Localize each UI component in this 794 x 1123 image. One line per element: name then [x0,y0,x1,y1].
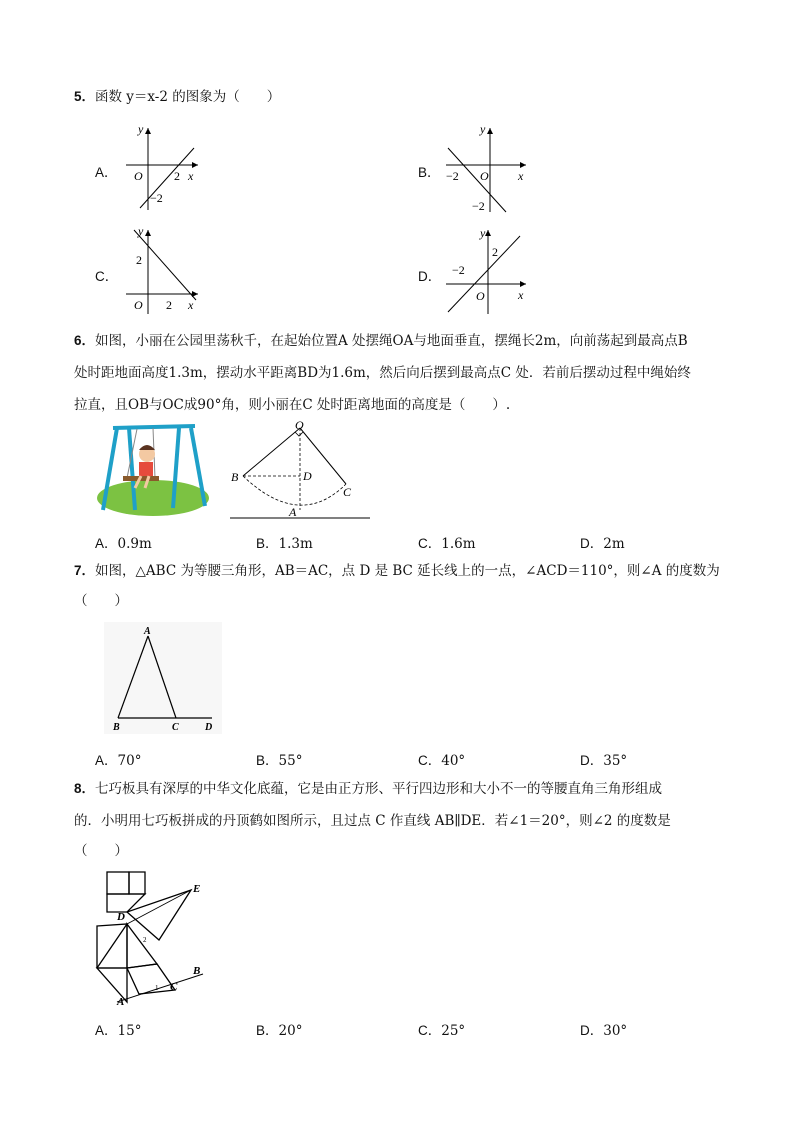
q5d-x-intercept: −2 [452,263,465,277]
q8-tangram-crane-diagram [95,862,215,1012]
q8-option-c-value: 25° [441,1023,466,1039]
q8-option-c-letter: C． [418,1023,442,1038]
q5a-origin-label: O [134,169,143,183]
q6-text-line3: 拉直，且OB与OC成90°角，则小丽在C 处时距离地面的高度是（ ）. [74,397,511,413]
q5c-y-intercept: 2 [136,253,142,267]
q6-option-a-value: 0.9m [117,536,152,552]
q6-option-a[interactable] [95,532,152,552]
q6-option-c-letter: C． [418,536,442,551]
q7-option-a[interactable] [95,749,141,769]
q7-option-b[interactable] [256,749,302,769]
q8-option-d-letter: D． [580,1023,604,1038]
q8-point-d: D [117,911,125,923]
q5c-y-label: y [138,224,144,238]
q5b-origin-label: O [480,169,489,183]
q5b-y-intercept: −2 [472,199,485,213]
q8-option-a-value: 15° [117,1023,142,1039]
q7-point-d: D [205,722,213,733]
q8-angle-2: 2 [143,936,147,944]
q5a-x-label: x [188,169,194,183]
q7-option-d[interactable] [580,749,627,769]
q5-graph-d [440,222,530,317]
q8-point-c: C [170,981,178,993]
q6-option-c-value: 1.6m [441,536,476,552]
q7-option-d-value: 35° [603,753,628,769]
q7-stem-line1 [74,560,720,582]
q8-point-e: E [193,883,201,895]
q6-text-line2: 处时距地面高度1.3m，摆动水平距离BD为1.6m，然后向后摆到最高点C 处．若前后摆动过程中绳始终 [74,365,691,381]
q5c-origin-label: O [134,298,143,312]
q5-text: 函数 y＝x-2 的图象为（ ） [95,89,281,105]
q5b-x-intercept: −2 [446,169,459,183]
q7-point-c: C [172,722,179,733]
q7-point-b: B [113,722,120,733]
q6-option-d[interactable] [580,532,625,552]
q5-number: 5． [74,89,96,104]
q5c-x-intercept: 2 [166,298,172,312]
q5d-x-label: x [518,288,524,302]
q6-stem-line1 [74,330,688,352]
q8-text-line2: 的．小明用七巧板拼成的丹顶鹤如图所示，且过点 C 作直线 AB∥DE．若∠1＝20°，则∠2 的度数是 [74,813,671,829]
q8-stem-line1 [74,778,662,800]
q8-option-d[interactable] [580,1019,627,1039]
q7-option-b-value: 55° [278,753,303,769]
q5-option-b-letter: B． [418,165,441,180]
q5a-y-intercept: −2 [150,191,163,205]
q5-option-a-letter: A． [95,165,118,180]
q5d-origin-label: O [476,289,485,303]
q8-option-b[interactable] [256,1019,302,1039]
q8-number: 8． [74,781,96,796]
q5-option-c[interactable] [95,265,118,285]
q7-option-b-letter: B． [256,753,279,768]
q6-option-d-value: 2m [603,536,625,552]
q6-option-a-letter: A． [95,536,118,551]
q5d-y-intercept: 2 [492,245,498,259]
q7-option-c-value: 40° [441,753,466,769]
q5-option-d[interactable] [418,265,441,285]
q8-point-b: B [193,965,201,977]
q6-number: 6． [74,333,96,348]
q5-graph-a [118,120,203,215]
q7-triangle-diagram [104,622,222,734]
q6-option-b-letter: B． [256,536,279,551]
q7-option-a-letter: A． [95,753,118,768]
q5a-x-intercept: 2 [174,169,180,183]
q7-point-a: A [144,626,151,637]
q5-graph-c [118,222,203,317]
q6-point-a: A [289,505,297,519]
q5-option-c-letter: C． [95,269,119,284]
q7-text-line2: （ ） [74,593,128,609]
q8-option-d-value: 30° [603,1023,628,1039]
q6-text-line1: 如图，小丽在公园里荡秋千，在起始位置A 处摆绳OA与地面垂直，摆绳长2m，向前荡起到最高点B [95,333,688,349]
q8-angle-1: 1 [155,984,159,992]
q7-option-a-value: 70° [117,753,142,769]
q8-option-c[interactable] [418,1019,465,1039]
q6-option-b-value: 1.3m [278,536,313,552]
q8-option-b-value: 20° [278,1023,303,1039]
q5d-y-label: y [480,226,486,240]
q5-graph-b [440,120,530,215]
q8-point-a: A [117,996,125,1008]
q7-option-d-letter: D． [580,753,604,768]
q5-stem [74,86,280,108]
q5b-x-label: x [518,169,524,183]
q5-option-a[interactable] [95,161,118,181]
q5b-y-label: y [480,122,486,136]
q6-option-c[interactable] [418,532,476,552]
q6-option-d-letter: D． [580,536,604,551]
q7-text-line1: 如图，△ABC 为等腰三角形，AB＝AC，点 D 是 BC 延长线上的一点，∠ACD＝110°，则∠A 的度数为 [95,563,720,579]
q5a-y-label: y [138,122,144,136]
q8-option-a-letter: A． [95,1023,118,1038]
q5-option-b[interactable] [418,161,441,181]
q8-option-a[interactable] [95,1019,141,1039]
q5-option-d-letter: D． [418,269,442,284]
q8-text-line3: （ ） [74,843,128,859]
q8-text-line1: 七巧板具有深厚的中华文化底蕴，它是由正方形、平行四边形和大小不一的等腰直角三角形组成 [95,781,663,797]
q6-point-d: D [303,469,312,483]
q6-option-b[interactable] [256,532,313,552]
q6-pendulum-diagram [225,420,375,524]
q7-number: 7． [74,563,96,578]
q7-option-c[interactable] [418,749,465,769]
swing-illustration [95,420,213,520]
q6-point-o: O [295,420,304,432]
q5c-x-label: x [188,298,194,312]
q8-option-b-letter: B． [256,1023,279,1038]
q6-point-b: B [231,470,239,484]
q7-option-c-letter: C． [418,753,442,768]
q6-point-c: C [343,485,352,499]
